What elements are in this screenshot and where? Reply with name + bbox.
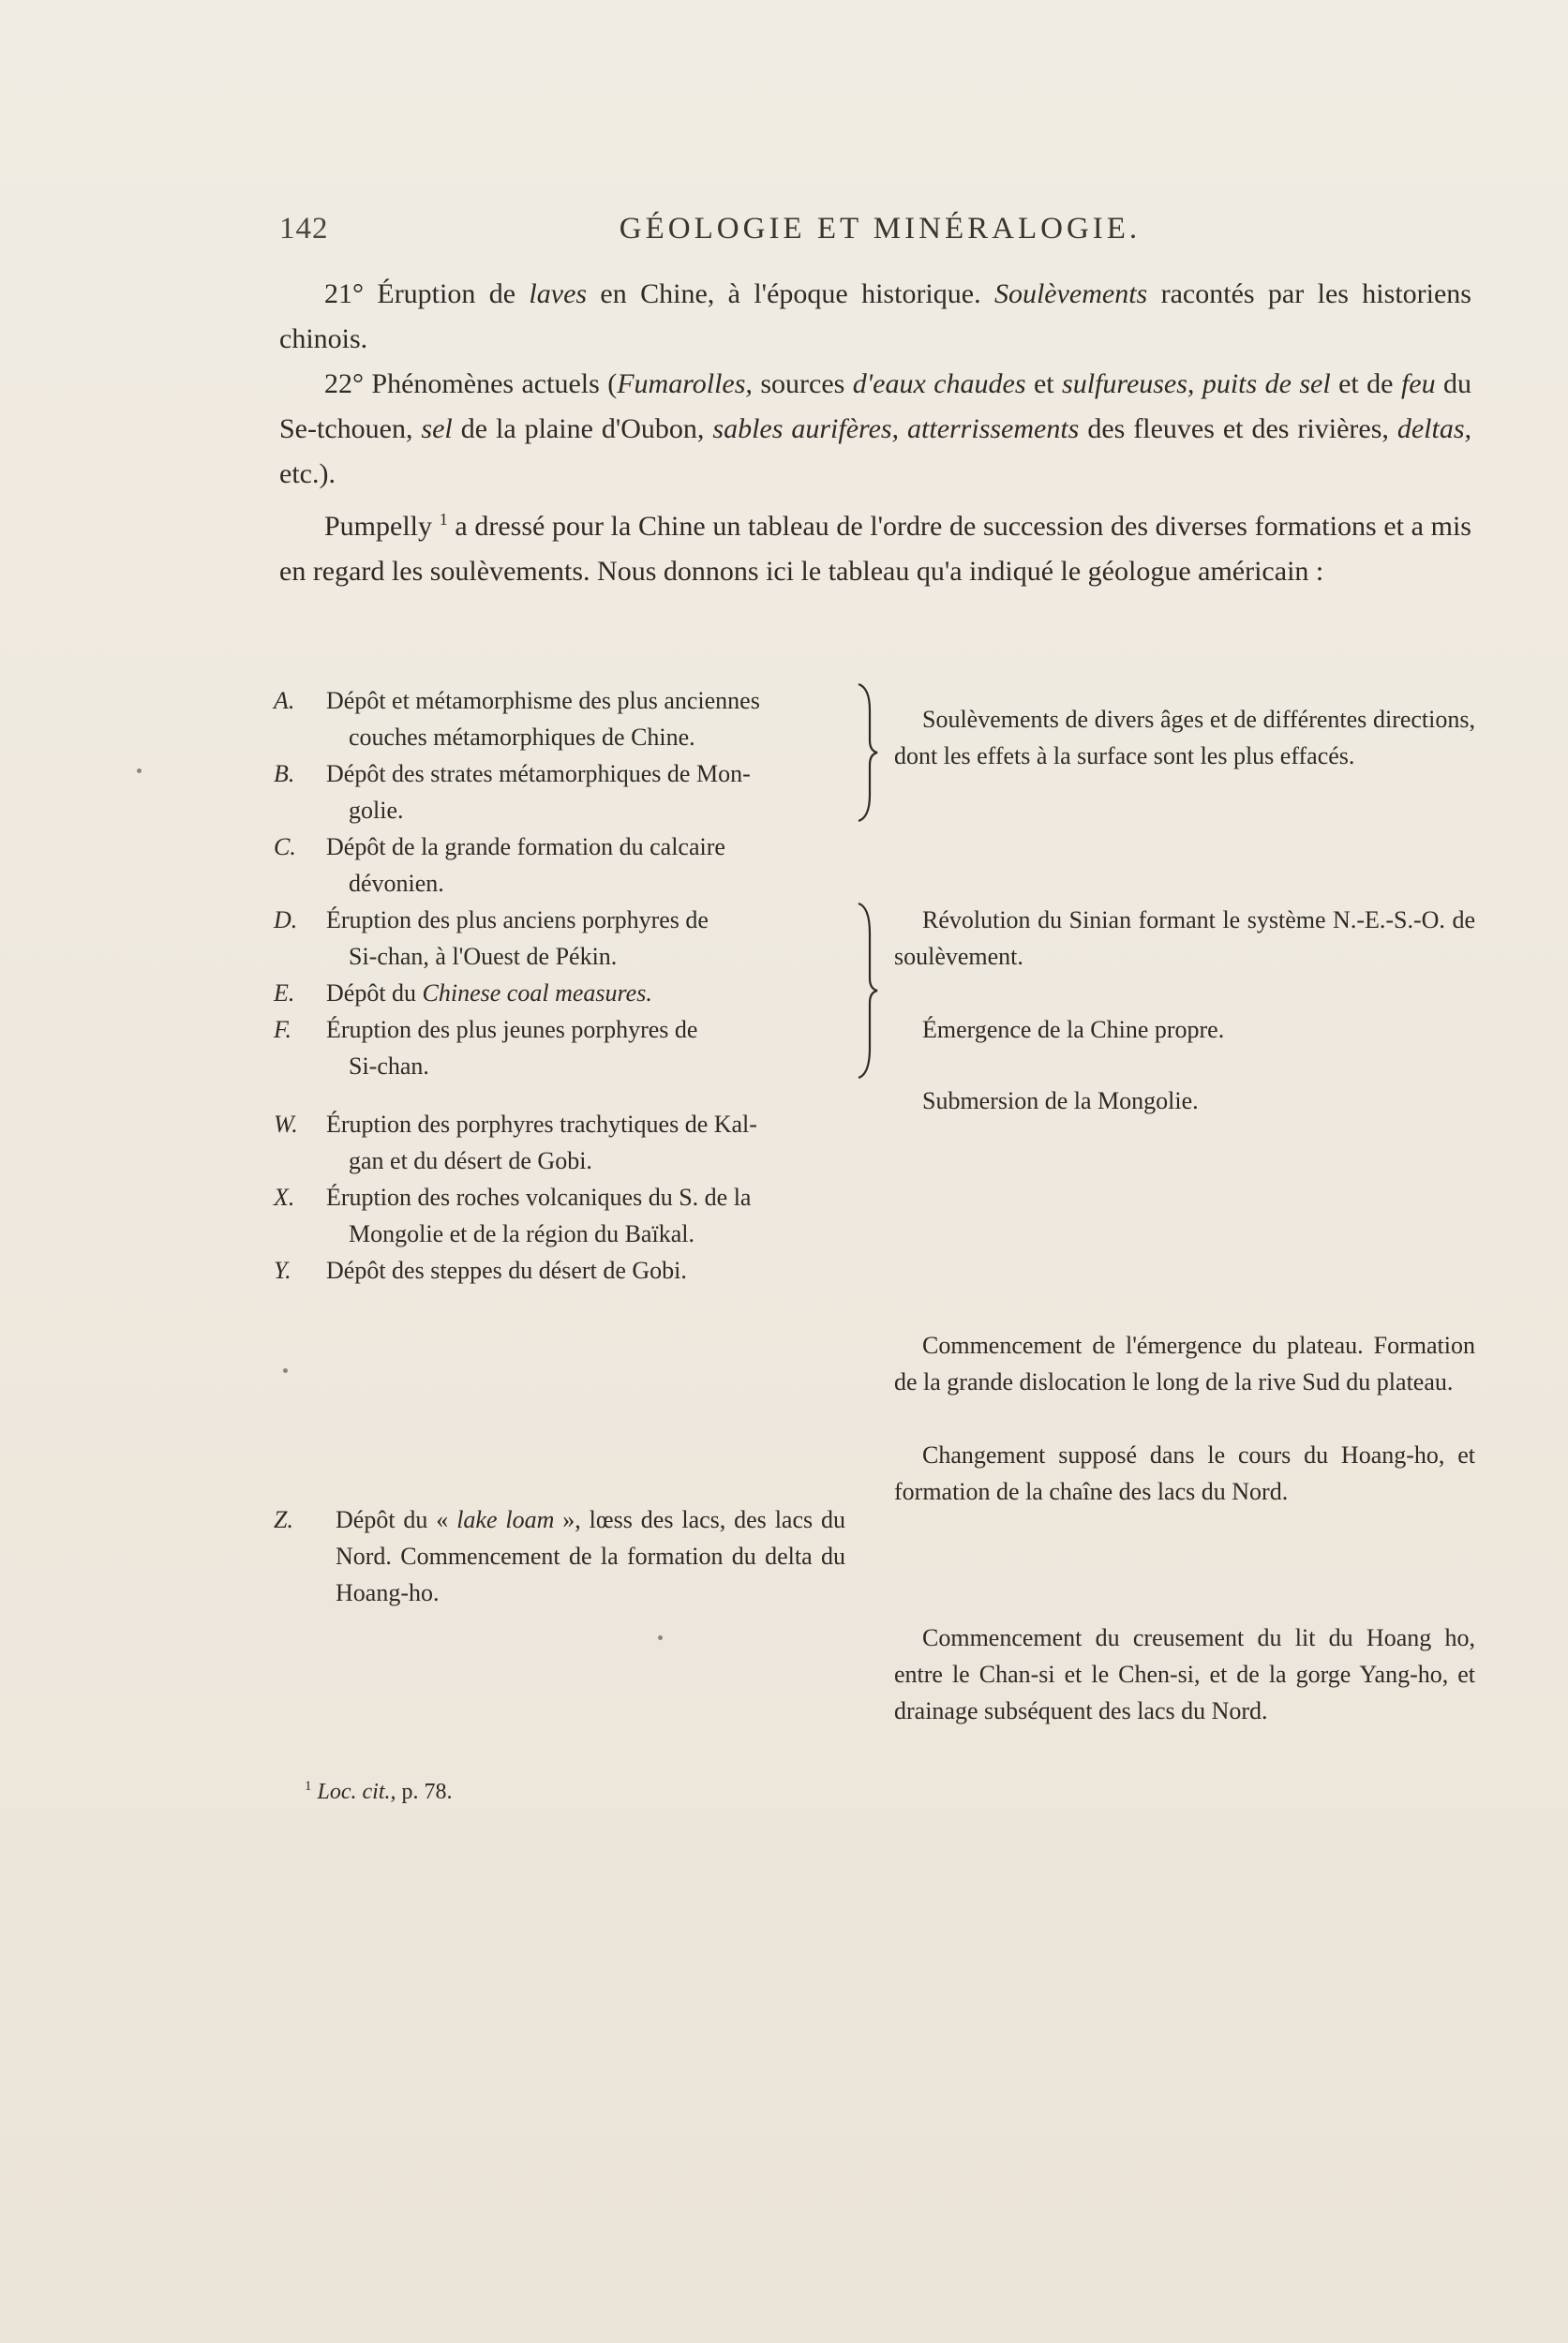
paragraph-21: 21° Éruption de laves en Chine, à l'époque historique. Soulèvements racontés par les historiens chinois.	[279, 278, 1471, 354]
right-note-sinian: Révolution du Sinian formant le système N.-E.-S.-O. de soulèvement.	[894, 906, 1475, 970]
right-note-soulevements: Soulèvements de divers âges et de différentes directions, dont les effets à la surface sont les plus effacés.	[894, 706, 1475, 769]
brace-upper	[855, 682, 883, 823]
footnote: $^1$ Loc. cit., p. 78.	[305, 1779, 453, 1804]
page-header	[279, 212, 1481, 253]
right-note-submersion: Submersion de la Mongolie.	[922, 1087, 1199, 1114]
running-title: GÉOLOGIE ET MINÉRALOGIE.	[619, 212, 1142, 246]
right-note-creusement: Commencement du creusement du lit du Hoang ho, entre le Chan-si et le Chen-si, et de la gorge Yang-ho, et drainage subséquent des lacs du Nord.	[894, 1624, 1475, 1724]
right-note-plateau: Commencement de l'émergence du plateau. Formation de la grande dislocation le long de la rive Sud du plateau.	[894, 1332, 1475, 1395]
paper-speck	[658, 1635, 663, 1640]
right-note-hoang-ho: Changement supposé dans le cours du Hoang-ho, et formation de la chaîne des lacs du Nord.	[894, 1441, 1475, 1505]
right-note-emergence-chine: Émergence de la Chine propre.	[922, 1016, 1225, 1043]
paper-speck	[137, 769, 142, 773]
brace-middle	[855, 902, 883, 1080]
paragraph-pumpelly: Pumpelly $^1$ a dressé pour la Chine un tableau de l'ordre de succession des diverses formations et a mis en regard les soulèvements. Nous donnons ici le tableau qu'a indiqué le géologue américain :	[279, 510, 1471, 587]
paper-speck	[283, 1368, 288, 1373]
page-number: 142	[279, 212, 329, 246]
paragraph-22: 22° Phénomènes actuels (Fumarolles, sources d'eaux chaudes et sulfureuses, puits de sel et de feu du Se-tchouen, sel de la plaine d'Oubon, sables aurifères, atterrissements des fleuves et des rivières, deltas, etc.).	[279, 368, 1472, 489]
footnote-ref: 1	[439, 510, 448, 529]
page: 142 GÉOLOGIE ET MINÉRALOGIE. 21° Éruption de laves en Chine, à l'époque historique. Soulèvements racontés par les historiens chinois. 22° Phénomènes actuels (Fumarolles, sources d'eaux chaudes et sulfureuses, puits de sel et de feu du Se-tchouen, sel de la plaine d'Oubon, sables aurifères, atterrissements des fleuves et des rivières, deltas, etc.). Pumpelly $^1$ a dressé pour la Chine un tableau de l'ordre de succession des diverses formations et a mis en regard les soulèvements. Nous donnons ici le tableau qu'a indiqué le géologue américain : A. Dépôt et métamorphisme des plus anciennes couches métamorphiques de Chine. B. Dépôt des strates métamorphiques de Mon- golie. C. Dépôt de la grande formation du calcaire dévonien. D. Éruption des plus anciens porphyres de Si-chan, à l'Ouest de Pékin. E. Dépôt du Chinese coal measures. F. Éruption des plus jeunes porphyres de Si-chan. W. Éruption des porphyres trachytiques de Kal- gan et du désert de Gobi. X. Éruption des roches volcaniques du S. de la Mongolie et de la région du Baïkal. Y. Dépôt des steppes du désert de Gobi. Z. Dépôt du « lake loam », lœss des lacs, des lacs du Nord. Commencement de la formation du delta du Hoang-ho. Soulèvements de divers âges et de différentes directions, dont les effets à la surface sont les plus effacés. Révolution du Sinian formant le système N.-E.-S.-O. de soulèvement. Émergence de la Chine propre. Submersion de la Mongolie. Commencement de l'émergence du plateau. Formation de la grande dislocation le long de la rive Sud du plateau. Changement supposé dans le cours du Hoang-ho, et formation de la chaîne des lacs du Nord. Commencement du creusement du lit du Hoang ho, entre le Chan-si et le Chen-si, et de la gorge Yang-ho, et drainage subséquent des lacs du Nord. $^1$ Loc. cit., p. 78.	[0, 0, 1568, 2343]
